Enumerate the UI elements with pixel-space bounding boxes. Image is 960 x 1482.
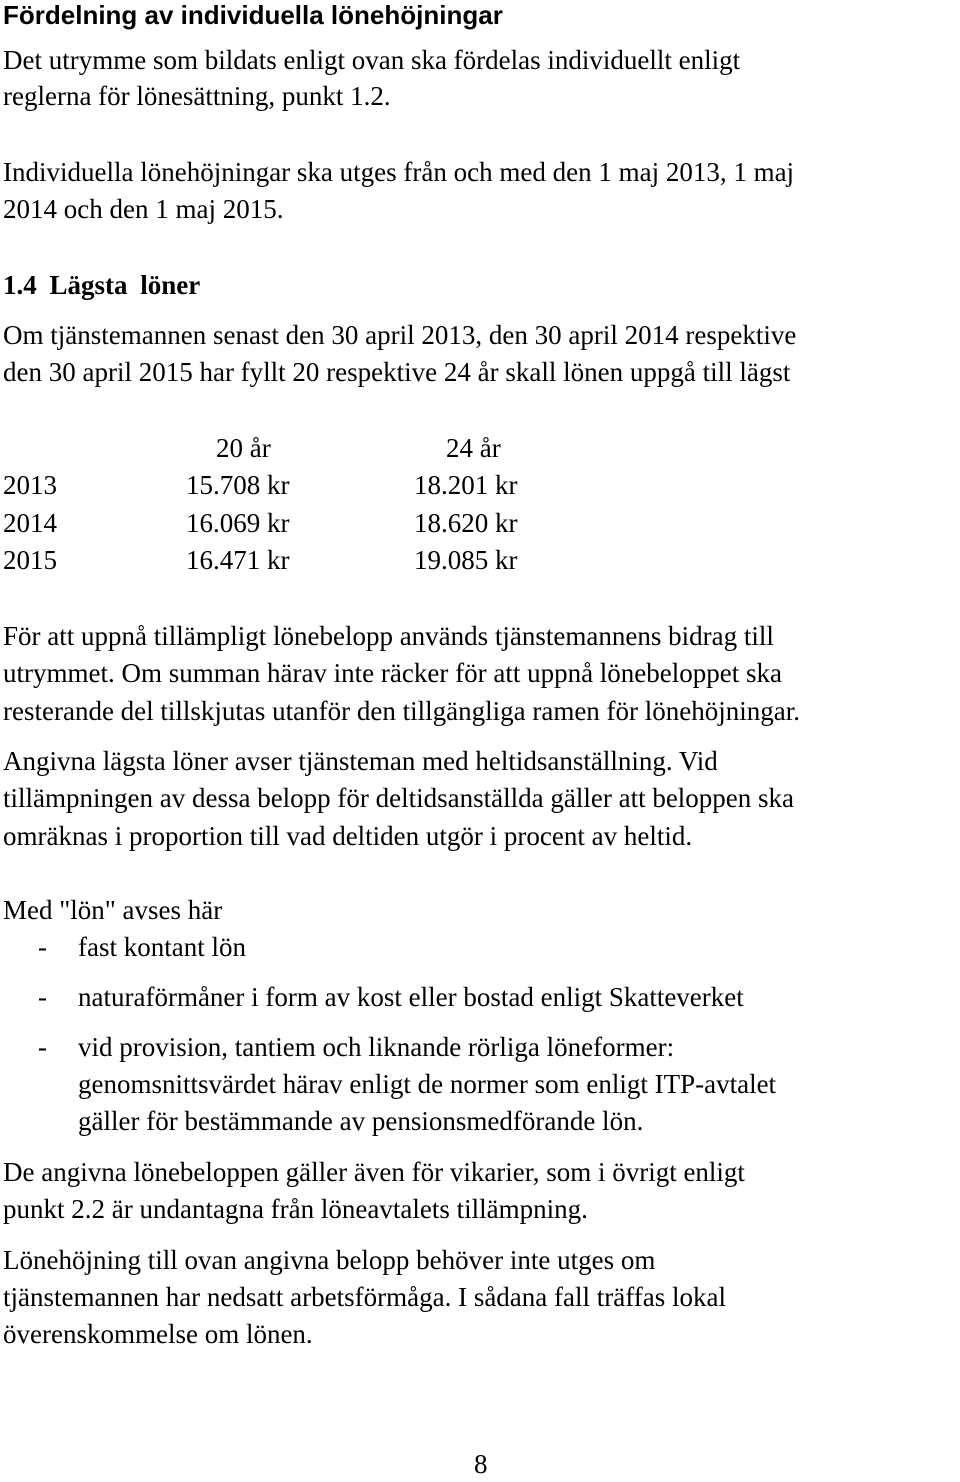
table-cell: 16.069 kr bbox=[186, 508, 290, 538]
section-heading: Fördelning av individuella lönehöjningar bbox=[3, 0, 503, 30]
paragraph-line: utrymmet. Om summan härav inte räcker för att uppnå lönebeloppet ska bbox=[3, 658, 783, 688]
paragraph-line: Det utrymme som bildats enligt ovan ska fördelas individuellt enligt bbox=[3, 45, 741, 75]
paragraph-line: För att uppnå tillämpligt lönebelopp används tjänstemannens bidrag till bbox=[3, 621, 774, 651]
paragraph-line: Individuella lönehöjningar ska utges från och med den 1 maj 2013, 1 maj bbox=[3, 157, 795, 187]
table-cell: 18.620 kr bbox=[414, 508, 518, 538]
paragraph-line: punkt 2.2 är undantagna från löneavtalets tillämpning. bbox=[3, 1194, 588, 1224]
page-number: 8 bbox=[474, 1449, 488, 1479]
table-cell: 18.201 kr bbox=[414, 470, 518, 500]
paragraph-line: resterande del tillskjutas utanför den tillgängliga ramen för lönehöjningar. bbox=[3, 696, 801, 726]
paragraph-line: De angivna lönebeloppen gäller även för vikarier, som i övrigt enligt bbox=[3, 1157, 745, 1187]
paragraph-line: omräknas i proportion till vad deltiden utgör i procent av heltid. bbox=[3, 821, 693, 851]
list-bullet: - bbox=[38, 932, 47, 962]
table-header-20: 20 år bbox=[216, 433, 271, 463]
table-year: 2013 bbox=[3, 470, 57, 500]
list-item-text: genomsnittsvärdet härav enligt de normer som enligt ITP-avtalet bbox=[78, 1069, 777, 1099]
paragraph-line: överenskommelse om lönen. bbox=[3, 1319, 313, 1349]
paragraph-line: 2014 och den 1 maj 2015. bbox=[3, 194, 284, 224]
paragraph-line: Lönehöjning till ovan angivna belopp behöver inte utges om bbox=[3, 1245, 656, 1275]
list-item-text: gäller för bestämmande av pensionsmedförande lön. bbox=[78, 1106, 644, 1136]
paragraph-line: Om tjänstemannen senast den 30 april 2013, den 30 april 2014 respektive bbox=[3, 320, 797, 350]
list-item-text: naturaförmåner i form av kost eller bostad enligt Skatteverket bbox=[78, 982, 744, 1012]
list-bullet: - bbox=[38, 982, 47, 1012]
table-year: 2015 bbox=[3, 545, 57, 575]
table-cell: 16.471 kr bbox=[186, 545, 290, 575]
list-item-text: vid provision, tantiem och liknande rörliga löneformer: bbox=[78, 1032, 675, 1062]
list-intro: Med "lön" avses här bbox=[3, 895, 223, 925]
paragraph-line: tjänstemannen har nedsatt arbetsförmåga. I sådana fall träffas lokal bbox=[3, 1282, 726, 1312]
paragraph-line: Angivna lägsta löner avser tjänsteman med heltidsanställning. Vid bbox=[3, 746, 718, 776]
table-year: 2014 bbox=[3, 508, 57, 538]
paragraph-line: den 30 april 2015 har fyllt 20 respektive 24 år skall lönen uppgå till lägst bbox=[3, 357, 791, 387]
list-bullet: - bbox=[38, 1032, 47, 1062]
list-item-text: fast kontant lön bbox=[78, 932, 246, 962]
subsection-heading: 1.4 Lägsta löner bbox=[3, 270, 201, 300]
table-cell: 19.085 kr bbox=[414, 545, 518, 575]
table-cell: 15.708 kr bbox=[186, 470, 290, 500]
table-header-24: 24 år bbox=[446, 433, 501, 463]
paragraph-line: reglerna för lönesättning, punkt 1.2. bbox=[3, 81, 391, 111]
paragraph-line: tillämpningen av dessa belopp för deltidsanställda gäller att beloppen ska bbox=[3, 783, 795, 813]
